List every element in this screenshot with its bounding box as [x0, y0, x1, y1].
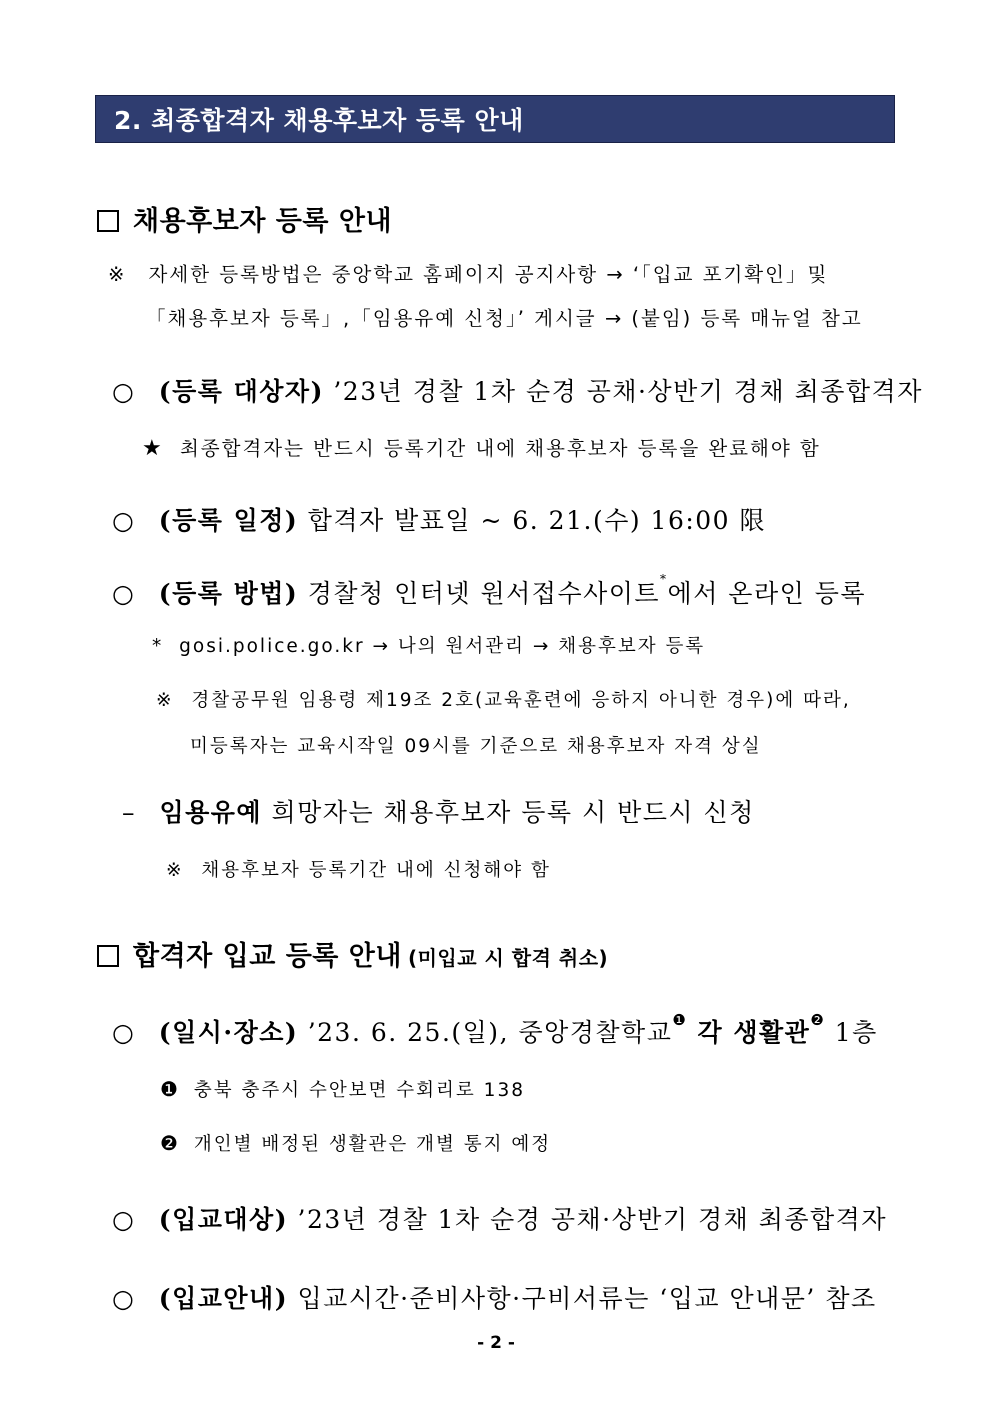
deferment-note — [166, 856, 551, 882]
reference-mark-icon: ※ — [166, 860, 184, 881]
address-note — [160, 1076, 525, 1102]
circled-one-icon: ❶ — [160, 1077, 180, 1101]
item-admission-target — [112, 1200, 887, 1236]
section2-heading — [97, 934, 608, 973]
item-registration-target — [112, 372, 923, 408]
warning-line1-text: 경찰공무원 임용령 제19조 2호(교육훈련에 응하지 아니한 경우)에 따라, — [191, 690, 851, 711]
item-label: (등록 방법) — [158, 579, 299, 608]
item-registration-method — [112, 574, 866, 610]
star-icon: ★ — [142, 436, 164, 461]
checkbox-square-icon — [97, 210, 119, 232]
item-text-cont: 1층 — [825, 1018, 878, 1047]
item-label: (일시·장소) — [158, 1018, 299, 1047]
note-line1 — [108, 259, 828, 287]
item-text: 경찰청 인터넷 원서접수사이트 — [298, 579, 661, 608]
warning-line1 — [156, 686, 851, 712]
deferment-text: 희망자는 채용후보자 등록 시 반드시 신청 — [262, 798, 755, 827]
item-text: 합격자 발표일 ~ 6. 21.(수) 16:00 限 — [298, 506, 767, 535]
circle-bullet-icon: ○ — [112, 506, 136, 535]
deferment-item — [122, 793, 755, 829]
section1-heading-text: 채용후보자 등록 안내 — [133, 206, 393, 237]
circle-bullet-icon: ○ — [112, 377, 136, 406]
item-bold-text: 각 생활관 — [687, 1018, 811, 1047]
footnote-text: gosi.police.go.kr → 나의 원서관리 → 채용후보자 등록 — [179, 636, 706, 657]
footnote — [152, 632, 705, 658]
section1-heading — [97, 199, 392, 238]
circle-bullet-icon: ○ — [112, 1018, 136, 1047]
address-text: 충북 충주시 수안보면 수회리로 138 — [193, 1080, 525, 1101]
note-line2-text: 「채용후보자 등록」,「임용유예 신청」’ 게시글 → (붙임) 등록 매뉴얼 참고 — [146, 307, 863, 330]
item-admission-guide — [112, 1279, 877, 1315]
item-text: ’23년 경찰 1차 순경 공채·상반기 경채 최종합격자 — [323, 377, 923, 406]
footnote-marker: * — [152, 636, 164, 657]
deferment-note-text: 채용후보자 등록기간 내에 신청해야 함 — [201, 860, 551, 881]
item-label: (등록 대상자) — [158, 377, 324, 406]
deferment-label: 임용유예 — [159, 798, 263, 827]
checkbox-square-icon — [97, 945, 119, 967]
item-label: (입교대상) — [158, 1205, 289, 1234]
warning-line2-text: 미등록자는 교육시작일 09시를 기준으로 채용후보자 자격 상실 — [190, 736, 762, 757]
reference-mark-icon: ※ — [108, 263, 127, 286]
item-registration-schedule — [112, 501, 766, 537]
page-number: - 2 - — [477, 1333, 515, 1353]
warning-line2 — [190, 732, 762, 758]
star-note — [142, 433, 821, 461]
star-note-text: 최종합격자는 반드시 등록기간 내에 채용후보자 등록을 완료해야 함 — [179, 437, 821, 460]
item-text: ’23. 6. 25.(일), 중앙경찰학교 — [298, 1018, 673, 1047]
circled-two-icon: ❷ — [160, 1131, 180, 1155]
note-line1-text: 자세한 등록방법은 중앙학교 홈페이지 공지사항 → ‘「입교 포기확인」및 — [148, 263, 829, 286]
circle-bullet-icon: ○ — [112, 579, 136, 608]
circle-bullet-icon: ○ — [112, 1205, 136, 1234]
section-banner — [95, 95, 895, 143]
item-text-cont: 에서 온라인 등록 — [667, 579, 866, 608]
circled-two-icon: ❷ — [810, 1011, 826, 1029]
section2-heading-text: 합격자 입교 등록 안내 — [133, 941, 402, 972]
item-text: 입교시간·준비사항·구비서류는 ‘입교 안내문’ 참조 — [288, 1284, 877, 1313]
dorm-note — [160, 1130, 551, 1156]
note-line2 — [146, 303, 863, 331]
item-label: (등록 일정) — [158, 506, 299, 535]
circle-bullet-icon: ○ — [112, 1284, 136, 1313]
dorm-text: 개인별 배정된 생활관은 개별 통지 예정 — [193, 1134, 552, 1155]
item-date-place — [112, 1013, 878, 1049]
reference-mark-icon: ※ — [156, 690, 174, 711]
item-label: (입교안내) — [158, 1284, 289, 1313]
dash-bullet-icon: – — [122, 798, 136, 827]
item-text: ’23년 경찰 1차 순경 공채·상반기 경채 최종합격자 — [288, 1205, 887, 1234]
footnote-marker: * — [660, 572, 668, 586]
banner-title: 2. 최종합격자 채용후보자 등록 안내 — [114, 106, 524, 135]
circled-one-icon: ❶ — [672, 1011, 688, 1029]
section2-heading-sub: (미입교 시 합격 취소) — [407, 946, 609, 970]
